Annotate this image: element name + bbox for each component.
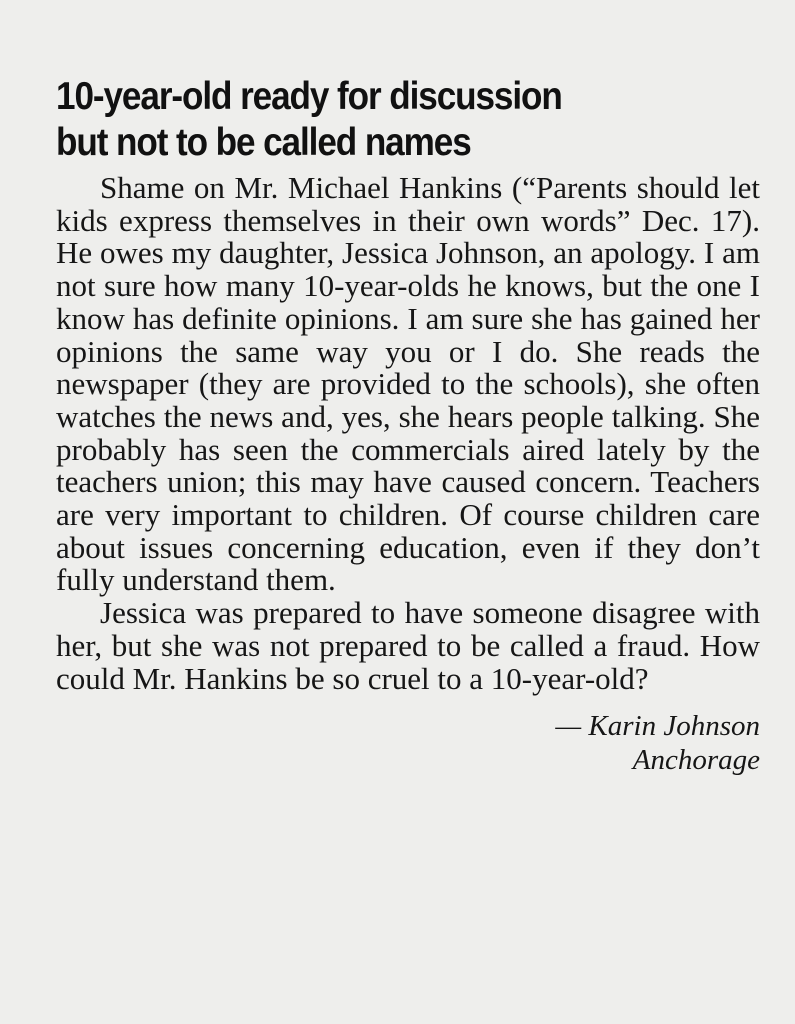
- paragraph-2: Jessica was prepared to have someone disagree with her, but she was not prepared to be called a fraud. How could Mr. Hankins be so cruel to a 10-year-old?: [56, 595, 760, 696]
- signature-location: Anchorage: [632, 744, 760, 777]
- headline: [56, 74, 690, 166]
- headline-line-1: 10-year-old ready for discussion: [56, 75, 562, 118]
- letter-body: [56, 172, 760, 695]
- headline-line-2: but not to be called names: [56, 121, 471, 164]
- letter-clipping: [56, 74, 760, 777]
- paragraph-1: Shame on Mr. Michael Hankins (“Parents should let kids express themselves in their own words” Dec. 17). He owes my daughter, Jessica Johnson, an apology. I am not sure how many 10-year-olds he knows, but the one I know has definite opinions. I am sure she has gained her opinions the same way you or I do. She reads the newspaper (they are provided to the schools), she often watches the news and, yes, she hears people talking. She probably has seen the commercials aired lately by the teachers union; this may have caused concern. Teachers are very important to children. Of course children care about issues concerning education, even if they don’t fully understand them.: [56, 170, 760, 598]
- signature-name: — Karin Johnson: [555, 710, 760, 743]
- signature: [56, 709, 760, 777]
